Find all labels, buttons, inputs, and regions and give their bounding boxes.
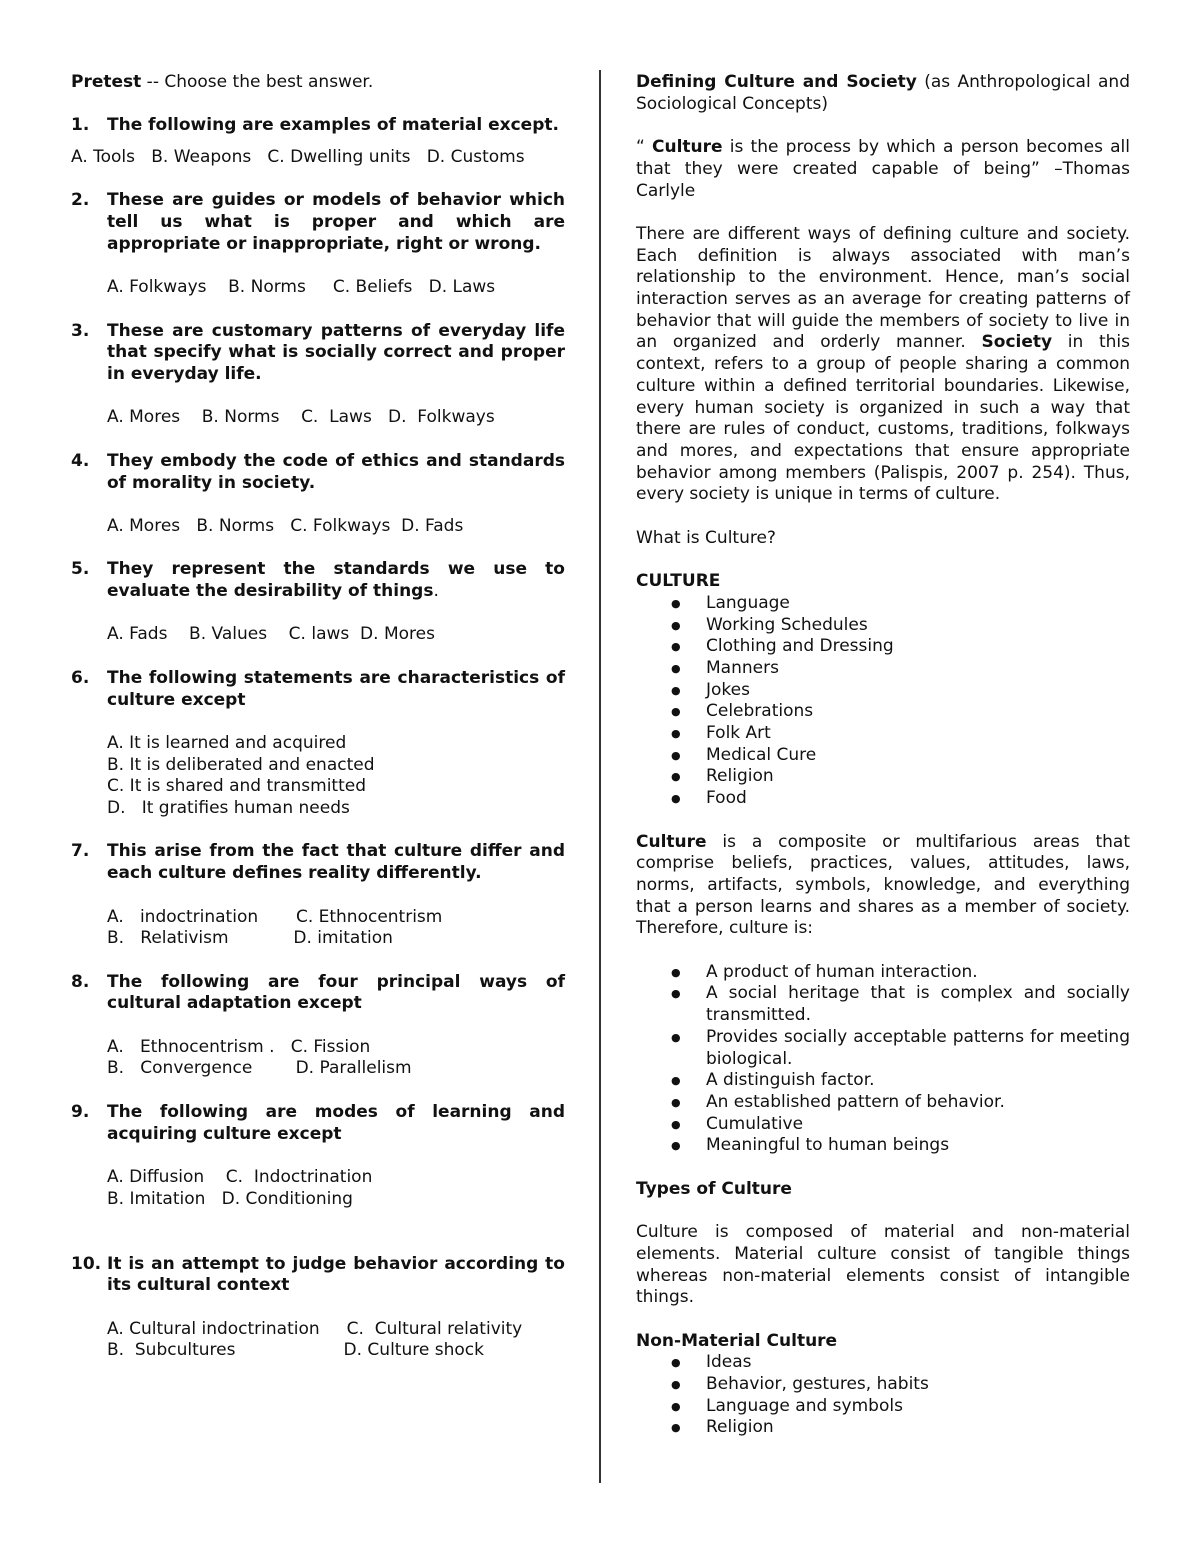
- question-text: The following statements are characteristics of culture except: [107, 667, 565, 710]
- question-number: 10.: [71, 1253, 102, 1274]
- list-item: ● Folk Art: [636, 723, 1130, 745]
- question-text: This arise from the fact that culture differ and each culture defines reality differently.: [107, 841, 565, 884]
- list-item: ● Religion: [636, 1417, 1130, 1439]
- question-5: [71, 559, 565, 646]
- answer-option: A. indoctrination C. Ethnocentrism: [107, 906, 443, 927]
- question-text: These are customary patterns of everyday life that specify what is socially correct and proper in everyday life.: [107, 320, 565, 385]
- what-is-culture: What is Culture?: [636, 527, 776, 548]
- types-paragraph: Culture is composed of material and non-material elements. Material culture consist of tangible things whereas non-material elements consist of intangible things.: [636, 1222, 1130, 1308]
- question-number: 9.: [71, 1101, 90, 1122]
- question-number: 6.: [71, 667, 90, 688]
- list-item: ● Manners: [636, 658, 1130, 680]
- list-item: ● Jokes: [636, 680, 1130, 702]
- section-title: Defining Culture and Society (as Anthropological and Sociological Concepts): [636, 72, 1130, 114]
- question-number: 1.: [71, 115, 90, 136]
- question-8: [71, 972, 565, 1081]
- question-3: [71, 321, 565, 430]
- list-item: ● A social heritage that is complex and socially transmitted.: [636, 983, 1130, 1026]
- column-divider: [599, 70, 601, 1483]
- answer-option: A. Diffusion C. Indoctrination: [107, 1166, 373, 1187]
- types-heading: Types of Culture: [636, 1178, 792, 1199]
- answer-option: B. It is deliberated and enacted: [107, 754, 375, 775]
- list-item: ● Clothing and Dressing: [636, 636, 1130, 658]
- culture-column: [636, 72, 1130, 1439]
- list-item: ● Food: [636, 788, 1130, 810]
- question-text: They represent the standards we use to evaluate the desirability of things.: [107, 559, 565, 602]
- question-7: [71, 841, 565, 950]
- question-10: [71, 1254, 565, 1363]
- list-item: ● Working Schedules: [636, 615, 1130, 637]
- answer-option: B. Imitation D. Conditioning: [107, 1188, 353, 1209]
- question-number: 7.: [71, 841, 90, 862]
- list-item: ● Behavior, gestures, habits: [636, 1374, 1130, 1396]
- question-number: 4.: [71, 450, 90, 471]
- question-6: [71, 668, 565, 820]
- list-item: ● Language: [636, 593, 1130, 615]
- culture-heading: CULTURE: [636, 571, 721, 592]
- answer-option: D. It gratifies human needs: [107, 798, 350, 819]
- answer-option: C. It is shared and transmitted: [107, 776, 367, 797]
- question-1: [71, 115, 565, 168]
- list-item: ● Meaningful to human beings: [636, 1135, 1130, 1157]
- list-item: ● A distinguish factor.: [636, 1070, 1130, 1092]
- culture-is-list: [636, 962, 1130, 1157]
- question-2: [71, 190, 565, 299]
- answer-options: A. Fads B. Values C. laws D. Mores: [107, 624, 435, 645]
- question-4: [71, 451, 565, 538]
- question-text: They embody the code of ethics and standards of morality in society.: [107, 450, 565, 493]
- question-number: 2.: [71, 190, 90, 211]
- question-text: These are guides or models of behavior which tell us what is proper and which are appropriate or inappropriate, right or wrong.: [107, 190, 565, 254]
- answer-option: B. Convergence D. Parallelism: [107, 1058, 412, 1079]
- answer-option: A. Cultural indoctrination C. Cultural relativity: [107, 1318, 523, 1339]
- non-material-heading: Non-Material Culture: [636, 1330, 838, 1351]
- culture-list: [636, 593, 1130, 810]
- answer-option: A. Ethnocentrism . C. Fission: [107, 1036, 371, 1057]
- answer-options: A. Mores B. Norms C. Folkways D. Fads: [107, 515, 464, 536]
- pretest-heading: Pretest -- Choose the best answer.: [71, 72, 374, 92]
- intro-paragraph: There are different ways of defining culture and society. Each definition is always associated with man’s relationship to the environment. Hence, man’s social interaction serves as an average for creating patterns of behavior that will guide the members of society to live in an organized and orderly manner. Society in this context, refers to a group of people sharing a common culture within a defined territorial boundaries. Likewise, every human society is organized in such a way that there are rules of conduct, customs, traditions, folkways and mores, and expectations that ensure appropriate behavior among members (Palispis, 2007 p. 254). Thus, every society is unique in terms of culture.: [636, 223, 1130, 505]
- non-material-list: [636, 1352, 1130, 1439]
- answer-options: A. Mores B. Norms C. Laws D. Folkways: [107, 407, 495, 428]
- carlyle-quote: “ Culture is the process by which a person becomes all that they were created capable of being” –Thomas Carlyle: [636, 137, 1130, 201]
- answer-option: B. Relativism D. imitation: [107, 928, 393, 949]
- question-9: [71, 1102, 565, 1211]
- answer-options: A. Tools B. Weapons C. Dwelling units D. Customs: [71, 147, 525, 168]
- list-item: ● Provides socially acceptable patterns for meeting biological.: [636, 1027, 1130, 1070]
- pretest-column: [71, 72, 565, 1362]
- list-item: ● Medical Cure: [636, 745, 1130, 767]
- question-text: The following are examples of material except.: [107, 115, 559, 136]
- answer-options: A. Folkways B. Norms C. Beliefs D. Laws: [107, 277, 496, 298]
- answer-option: B. Subcultures D. Culture shock: [107, 1340, 484, 1361]
- answer-option: A. It is learned and acquired: [107, 732, 347, 753]
- question-number: 3.: [71, 320, 90, 341]
- question-text: The following are modes of learning and acquiring culture except: [107, 1101, 565, 1144]
- question-number: 5.: [71, 559, 90, 580]
- list-item: ● An established pattern of behavior.: [636, 1092, 1130, 1114]
- list-item: ● Language and symbols: [636, 1396, 1130, 1418]
- question-number: 8.: [71, 971, 90, 992]
- list-item: ● Cumulative: [636, 1114, 1130, 1136]
- question-text: It is an attempt to judge behavior according to its cultural context: [107, 1253, 565, 1296]
- list-item: ● A product of human interaction.: [636, 962, 1130, 984]
- list-item: ● Religion: [636, 766, 1130, 788]
- question-text: The following are four principal ways of cultural adaptation except: [107, 971, 565, 1014]
- list-item: ● Celebrations: [636, 701, 1130, 723]
- culture-definition-paragraph: Culture is a composite or multifarious areas that comprise beliefs, practices, values, attitudes, laws, norms, artifacts, symbols, knowledge, and everything that a person learns and shares as a member of society. Therefore, culture is:: [636, 831, 1130, 939]
- list-item: ● Ideas: [636, 1352, 1130, 1374]
